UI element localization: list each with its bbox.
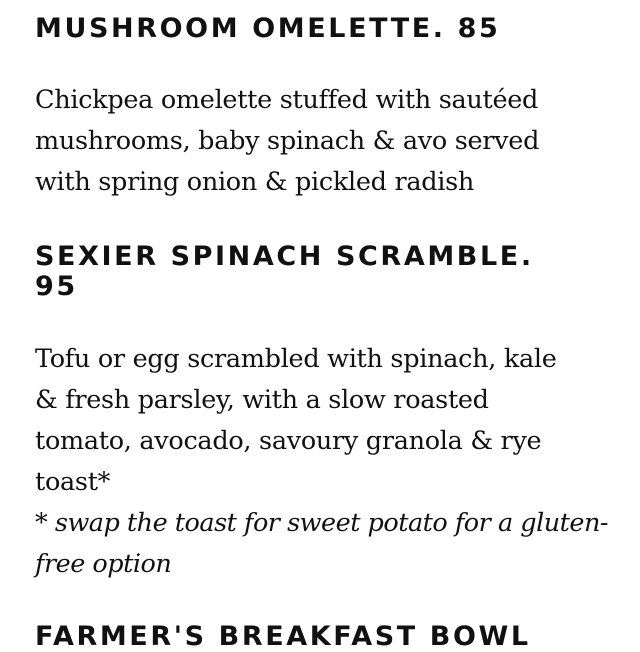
menu-item-note: * swap the toast for sweet potato for a gluten- free option bbox=[35, 508, 609, 579]
menu-item-title: SEXIER SPINACH SCRAMBLE. 95 bbox=[35, 241, 534, 302]
menu-item-description: Tofu or egg scrambled with spinach, kale & fresh parsley, with a slow roasted tomato, avocado, savoury granola & rye toast* bbox=[35, 344, 557, 497]
menu-item-title: MUSHROOM OMELETTE. 85 bbox=[35, 13, 501, 44]
menu-item-description: Chickpea omelette stuffed with sautéed mushrooms, baby spinach & avo served with spring onion & pickled radish bbox=[35, 85, 540, 197]
menu-item-title: FARMER'S BREAKFAST BOWL bbox=[35, 621, 531, 652]
